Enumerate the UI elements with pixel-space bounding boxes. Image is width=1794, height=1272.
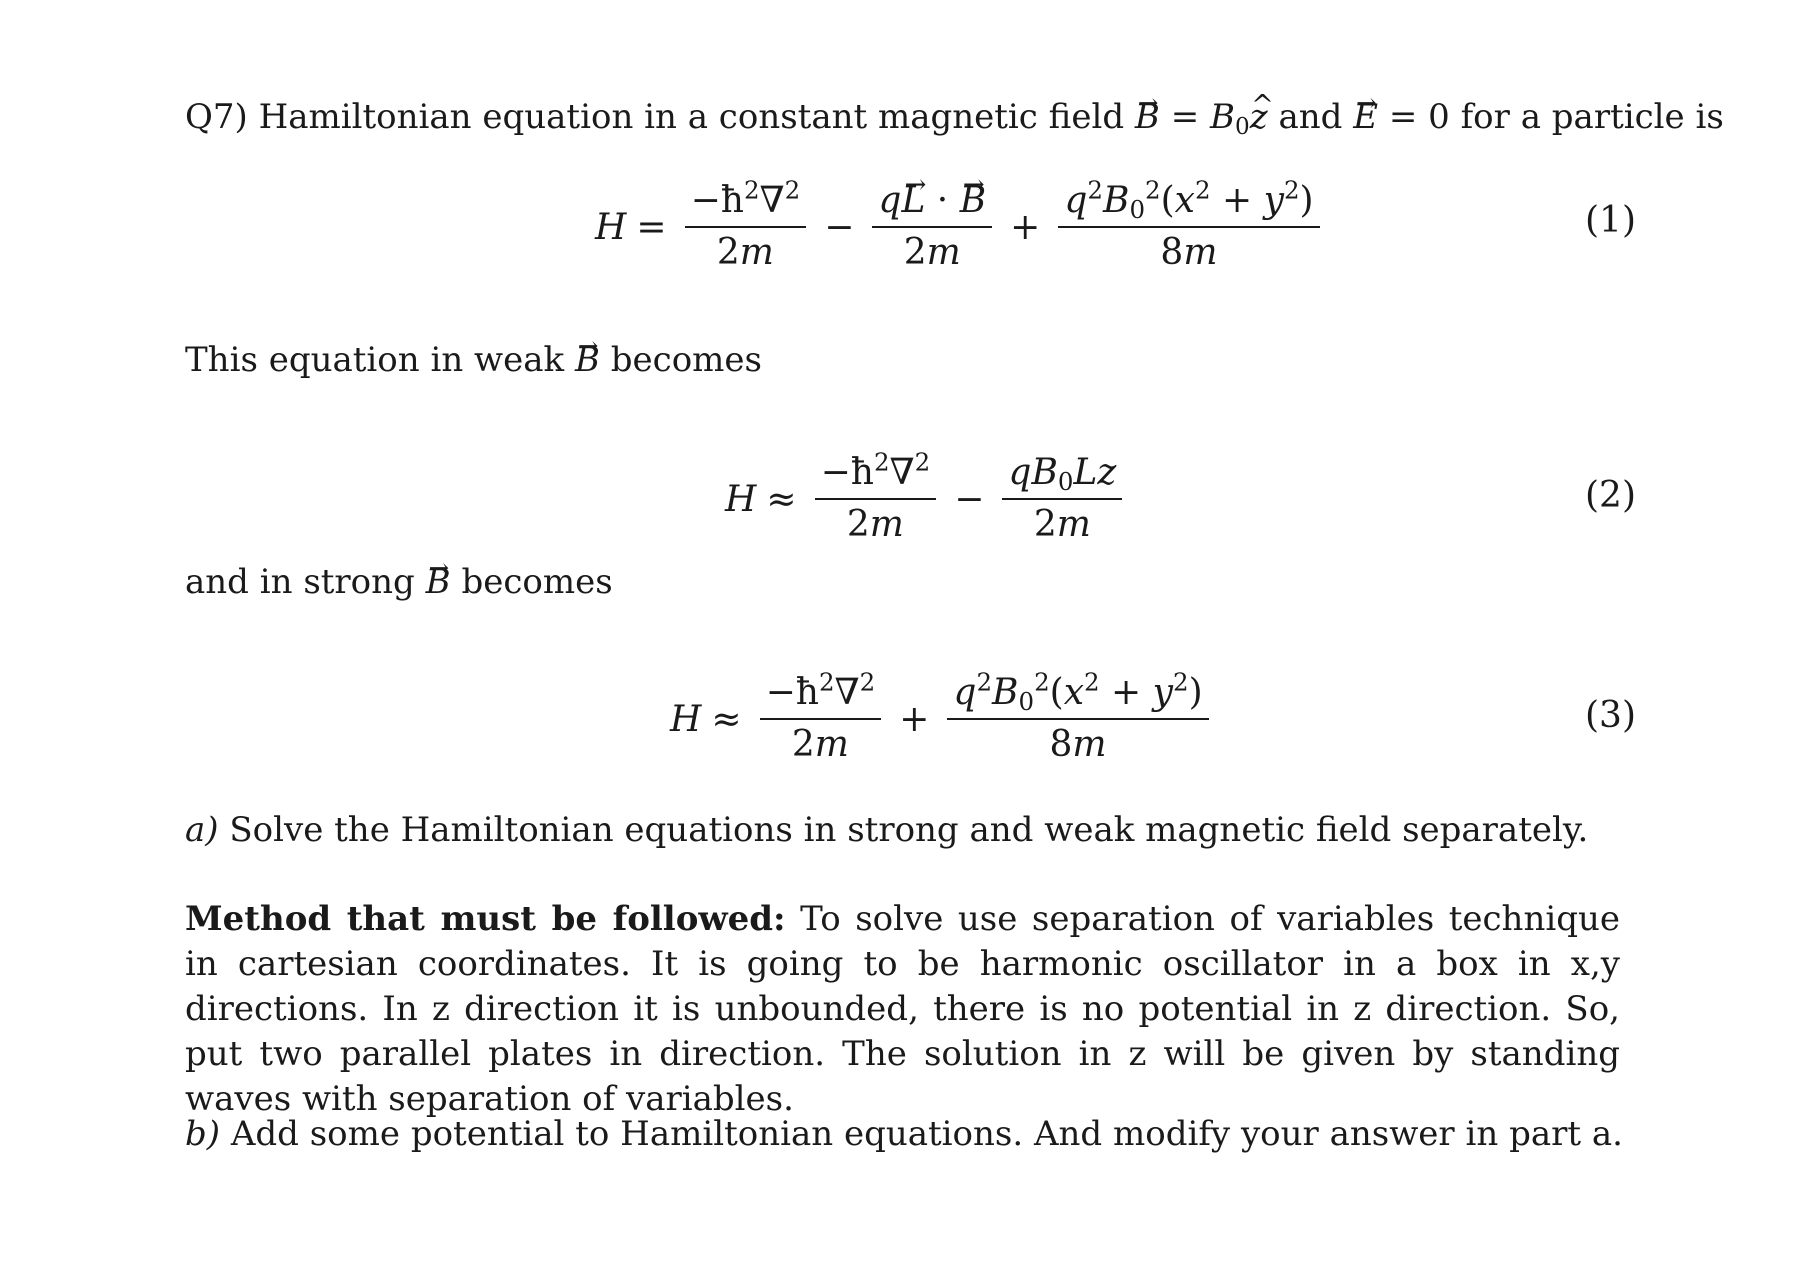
intro-text: Hamiltonian equation in a constant magnetic field — [258, 97, 1125, 137]
eq3-diamagnetic-term: $\frac{q^2B_0^2(x^2 + y^2)}{8m}$ — [947, 672, 1208, 766]
weak-text-after: becomes — [610, 340, 762, 380]
equation-3: H ≈ $\frac{-ħ^2\nabla^2}{2m}$ + $\frac{q^2B_0^2(x^2 + y^2)}{8m}$ — [670, 672, 1217, 766]
intro-tail: for a particle is — [1460, 97, 1724, 137]
part-a-label: a) — [185, 810, 219, 850]
part-b — [185, 1112, 1623, 1157]
eq1-lhs: H — [595, 206, 627, 248]
eq1-diamagnetic-term: $\frac{q^2B_0^2(x^2 + y^2)}{8m}$ — [1058, 180, 1319, 274]
equation-2-number: (2) — [1585, 475, 1636, 516]
equation-1-number: (1) — [1585, 200, 1636, 241]
eq2-zeeman-term: $\frac{qB_0Lz}{2m}$ — [1002, 452, 1122, 546]
equation-3-number: (3) — [1585, 695, 1636, 736]
strong-text-before: and in strong — [185, 562, 415, 602]
part-a-text: Solve the Hamiltonian equations in strong and weak magnetic field separately. — [229, 810, 1589, 850]
method-heading: Method that must be followed: — [185, 899, 786, 939]
method-paragraph — [185, 897, 1620, 1122]
method-body: To solve use separation of variables technique in cartesian coordinates. It is going to be harmonic oscillator in a box in x,y directions. In z direction it is unbounded, there is no potential in z direction. So, put two parallel plates in direction. The solution in z will be given by standing waves with separation of variables. — [185, 899, 1621, 1119]
weak-field-text: This equation in weak → B becomes — [185, 338, 1620, 383]
intro-conditions: → $B = B_0\^{}$ z and → E = 0 — [1135, 97, 1450, 137]
weak-text-before: This equation in weak — [185, 340, 565, 380]
equation-1: H = $\frac{-ħ^2\nabla^2}{2m}$ − $\frac{q\to L \cdot \to B}{2m}$ + $\frac{q^2B_0^2(x^2 + y^2)}{8m}$ — [595, 180, 1328, 274]
eq1-kinetic-term: $\frac{-ħ^2\nabla^2}{2m}$ — [685, 180, 807, 274]
strong-text-after: becomes — [461, 562, 613, 602]
eq1-paramagnetic-term: $\frac{q\to L \cdot \to B}{2m}$ — [872, 180, 992, 274]
part-a — [185, 808, 1620, 853]
part-b-text: Add some potential to Hamiltonian equations. And modify your answer in part a. — [230, 1114, 1623, 1154]
eq2-kinetic-term: $\frac{-ħ^2\nabla^2}{2m}$ — [815, 452, 937, 546]
strong-field-text: and in strong → B becomes — [185, 560, 1620, 605]
question-label: Q7) — [185, 97, 248, 137]
eq3-kinetic-term: $\frac{-ħ^2\nabla^2}{2m}$ — [760, 672, 882, 766]
equation-2: H ≈ $\frac{-ħ^2\nabla^2}{2m}$ − $\frac{qB_0Lz}{2m}$ — [725, 452, 1130, 546]
part-b-label: b) — [185, 1114, 221, 1154]
question-intro — [185, 95, 1724, 140]
